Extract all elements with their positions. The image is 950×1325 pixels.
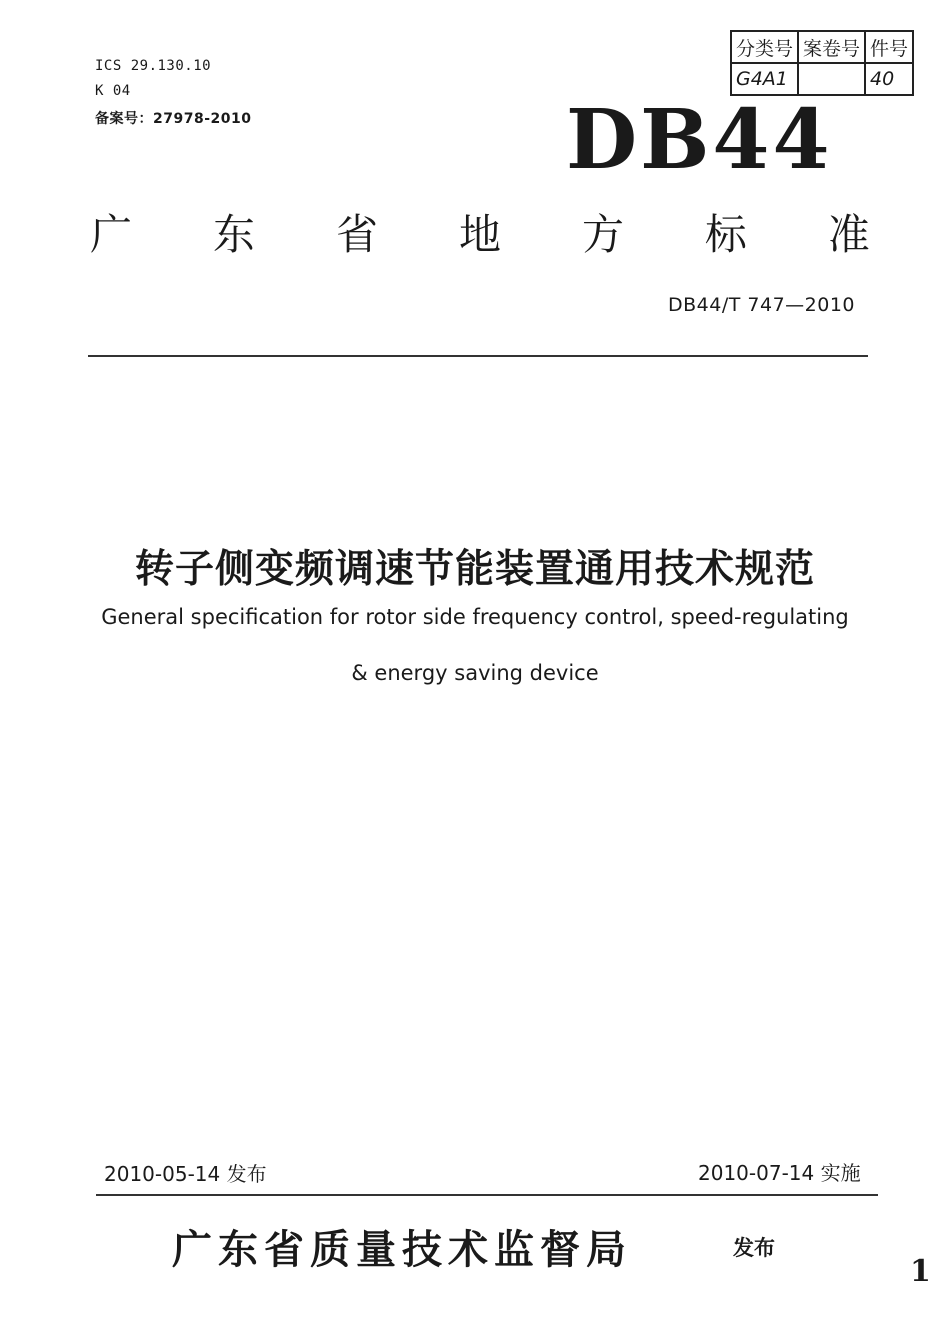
- stamp-value-category: G4A1: [731, 63, 798, 95]
- stamp-header-item: 件号: [865, 31, 913, 63]
- standard-type-char: 东: [212, 210, 255, 259]
- standard-type-heading: [90, 202, 870, 262]
- standard-type-char: 准: [827, 210, 870, 259]
- standard-type-char: 广: [90, 210, 133, 259]
- implementation-date: 2010-07-14 实施: [698, 1161, 861, 1185]
- standard-type-char: 省: [335, 210, 378, 259]
- issuer-suffix: 发布: [733, 1236, 775, 1260]
- standard-type-char: 方: [581, 210, 624, 259]
- standard-number: DB44/T 747—2010: [668, 294, 856, 316]
- title-english-line2: & energy saving device: [351, 661, 599, 685]
- page-number: 1: [910, 1254, 931, 1289]
- bottom-divider: [96, 1194, 878, 1196]
- classification-code: K 04: [95, 83, 131, 99]
- standard-type-char: 地: [458, 210, 501, 259]
- stamp-value-file: [798, 63, 865, 95]
- archive-stamp: [730, 30, 914, 96]
- title-chinese: 转子侧变频调速节能装置通用技术规范: [134, 547, 815, 592]
- standard-type-char: 标: [704, 210, 747, 259]
- issuing-authority: 广东省质量技术监督局: [172, 1226, 632, 1273]
- title-english-line1: General specification for rotor side frequency control, speed-regulating: [101, 605, 849, 629]
- record-number: 备案号：27978-2010: [95, 111, 252, 127]
- stamp-value-item: 40: [865, 63, 913, 95]
- stamp-header-file: 案卷号: [798, 31, 865, 63]
- db44-logo: DB44: [566, 92, 833, 188]
- top-divider: [88, 355, 868, 357]
- issue-date: 2010-05-14 发布: [104, 1162, 267, 1186]
- ics-code: ICS 29.130.10: [95, 58, 212, 74]
- stamp-header-category: 分类号: [731, 31, 798, 63]
